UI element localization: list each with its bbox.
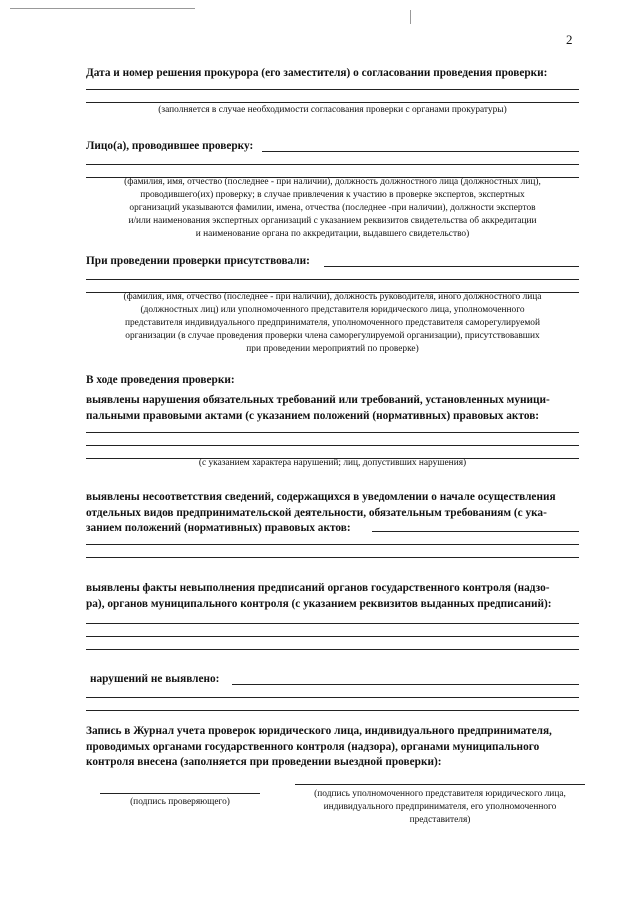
- fill-line[interactable]: [86, 623, 579, 624]
- fill-line[interactable]: [86, 636, 579, 637]
- representative-signature-line[interactable]: [295, 784, 585, 785]
- mismatch-label: выявлены несоответствия сведений, содержащихся в уведомлении о начале осуществления отдельных видов предпринимательской деятельности, обязательным требованиям (с ука- занием положений (нормативных) правовых актов:: [86, 491, 556, 534]
- violations-hint: (с указанием характера нарушений; лиц, допустивших нарушения): [198, 458, 467, 468]
- prosecutor-decision-label: Дата и номер решения прокурора (его заместителя) о согласовании проведения проверки:: [86, 67, 548, 79]
- mismatch-input-line[interactable]: [372, 531, 579, 532]
- fill-line[interactable]: [86, 557, 579, 558]
- fill-line[interactable]: [86, 697, 579, 698]
- fill-line[interactable]: [86, 445, 579, 446]
- during-inspection-title: В ходе проведения проверки:: [86, 374, 235, 386]
- fill-line[interactable]: [86, 432, 579, 433]
- inspectors-label: Лицо(а), проводившее проверку:: [86, 140, 254, 152]
- inspector-signature-caption: (подпись проверяющего): [130, 797, 230, 807]
- scan-edge-mark: [410, 10, 411, 24]
- fill-line[interactable]: [86, 164, 579, 165]
- inspectors-hint: (фамилия, имя, отчество (последнее - при наличии), должность должностного лица (должностных лиц), проводившего(их) проверку; в случае привлечения к участию в проверке экспертов, экспертных организаций указываются фамилии, имена, отчества (последнее -при наличии), должности экспертов и/или наименования экспертных организаций с указанием реквизитов свидетельства об аккредитации и наименование органа по аккредитации, выдавшего свидетельство): [124, 177, 541, 239]
- fill-line[interactable]: [86, 649, 579, 650]
- fill-line[interactable]: [86, 89, 579, 90]
- prosecutor-decision-hint: (заполняется в случае необходимости согласования проверки с органами прокуратуры): [158, 105, 507, 115]
- inspectors-input-line[interactable]: [262, 151, 579, 152]
- present-input-line[interactable]: [324, 266, 579, 267]
- fill-line[interactable]: [86, 544, 579, 545]
- present-label: При проведении проверки присутствовали:: [86, 255, 310, 267]
- no-violations-label: нарушений не выявлено:: [90, 673, 220, 685]
- journal-record-label: Запись в Журнал учета проверок юридического лица, индивидуального предпринимателя, проводимых органами государственного контроля (надзора), органами муниципального контроля внесена (заполняется при проведении выездной проверки):: [86, 725, 552, 768]
- representative-signature-caption: (подпись уполномоченного представителя юридического лица, индивидуального предпринимателя, его уполномоченного представителя): [314, 789, 566, 825]
- page-number: 2: [566, 32, 573, 47]
- fill-line[interactable]: [86, 710, 579, 711]
- present-hint: (фамилия, имя, отчество (последнее - при наличии), должность руководителя, иного должностного лица (должностных лиц) или уполномоченного представителя юридического лица, уполномоченного представителя индивидуального предпринимателя, уполномоченного представителя саморегулируемой организации (в случае проведения проверки члена саморегулируемой организации), присутствовавших при проведении мероприятий по проверке): [123, 292, 542, 354]
- fill-line[interactable]: [86, 102, 579, 103]
- inspector-signature-line[interactable]: [100, 793, 260, 794]
- fill-line[interactable]: [86, 279, 579, 280]
- violations-label: выявлены нарушения обязательных требований или требований, установленных муници- пальными правовыми актами (с указанием положений (нормативных) правовых актов:: [86, 394, 550, 422]
- orders-label: выявлены факты невыполнения предписаний органов государственного контроля (надзо- ра), органов муниципального контроля (с указанием реквизитов выданных предписаний):: [86, 582, 552, 610]
- no-violations-input-line[interactable]: [232, 684, 579, 685]
- scan-edge-mark: [10, 8, 195, 9]
